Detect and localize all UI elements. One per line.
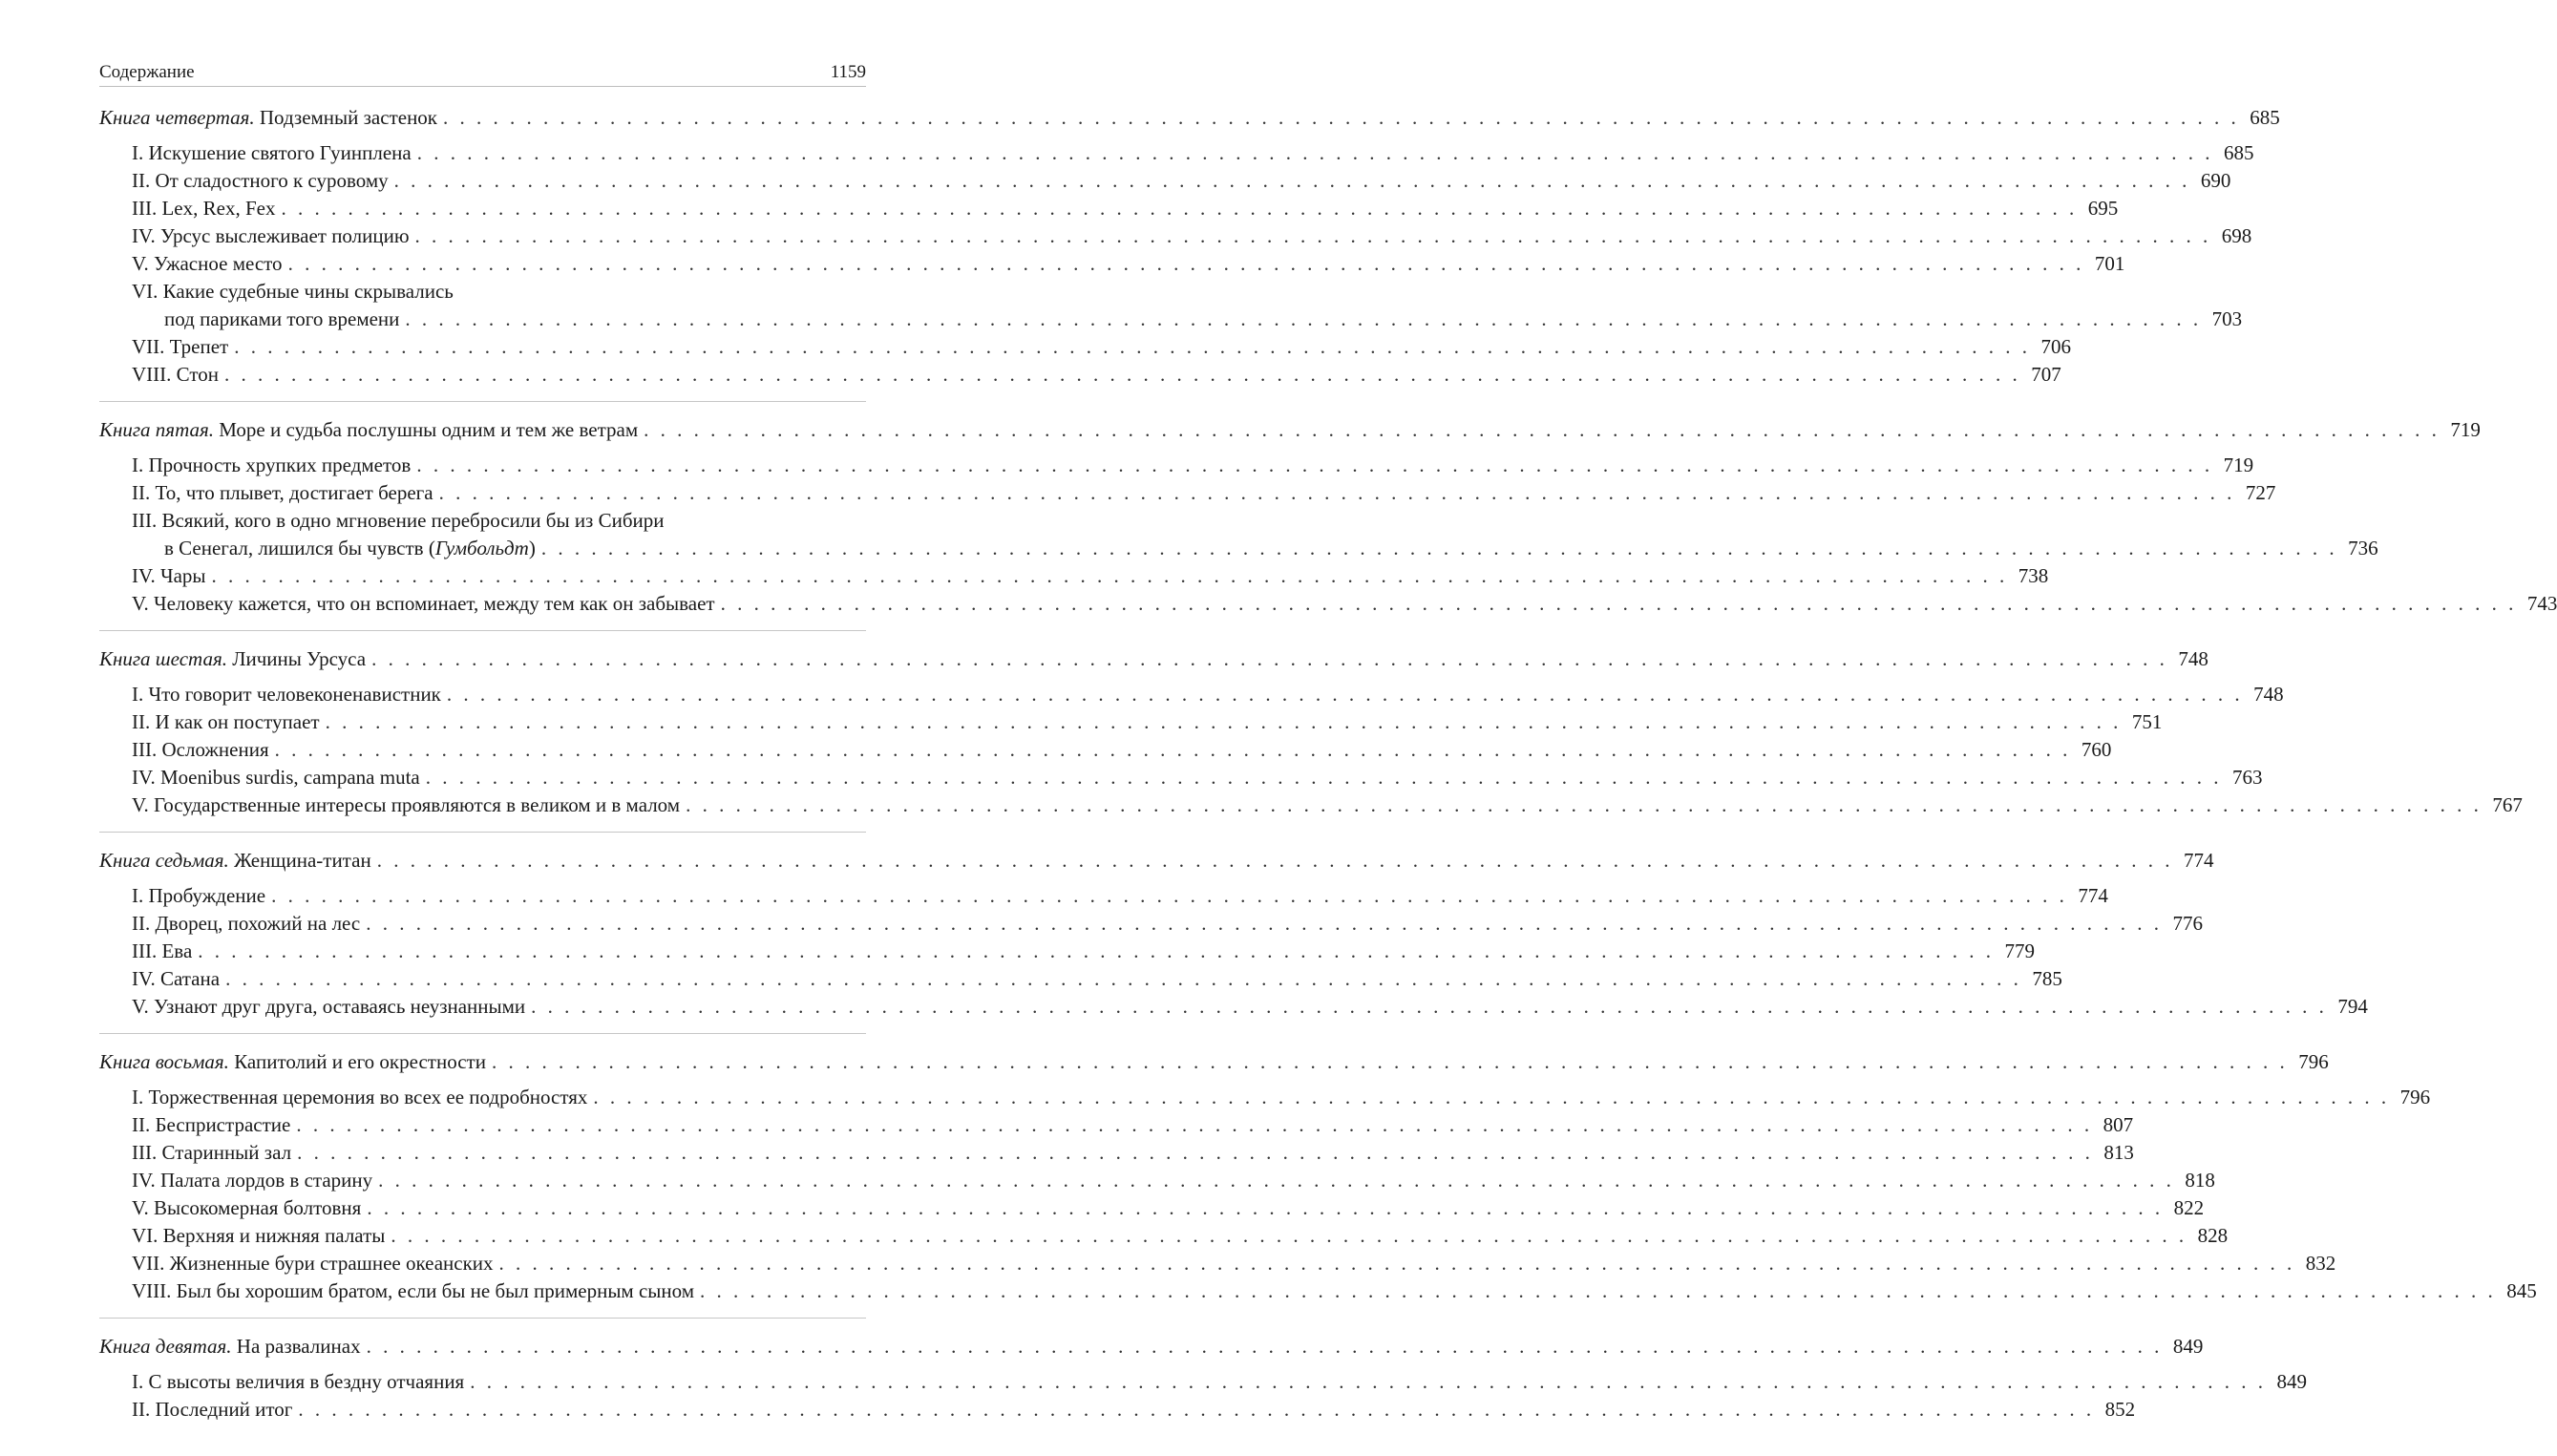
toc-chapter-title: II. То, что плывет, достигает берега — [132, 481, 433, 504]
section-divider — [99, 832, 866, 833]
toc-book-title-text: Море и судьба послушны одним и тем же ветрам — [219, 418, 639, 441]
toc-chapter-title: VII. Трепет — [132, 335, 229, 358]
toc-chapter-entry[interactable] — [99, 562, 2049, 590]
toc-chapter-title: I. Что говорит человеконенавистник — [132, 683, 441, 706]
dot-leader — [494, 1250, 2298, 1277]
toc-page-number: 685 — [2223, 141, 2254, 164]
toc-book-heading[interactable] — [99, 104, 2280, 132]
toc-chapter-title: I. Пробуждение — [132, 884, 266, 907]
toc-chapter-title-continuation — [164, 306, 399, 333]
toc-book-title — [99, 104, 437, 132]
toc-book-title-text: На развалинах — [236, 1335, 361, 1358]
toc-book-section — [99, 645, 2523, 819]
dot-leader — [275, 195, 2080, 222]
toc-page-number: 776 — [2172, 912, 2203, 935]
toc-page-number: 852 — [2104, 1398, 2136, 1421]
dot-leader — [269, 736, 2074, 764]
dot-leader — [361, 1333, 2166, 1361]
dot-leader — [399, 306, 2204, 333]
running-head — [99, 59, 866, 87]
toc-page-number: 794 — [2337, 995, 2368, 1018]
dot-leader — [410, 222, 2214, 250]
toc-chapter-title: II. И как он поступает — [132, 710, 320, 733]
dot-leader — [441, 681, 2246, 708]
toc-chapter-entry[interactable] — [99, 791, 2523, 819]
toc-page-number: 727 — [2245, 481, 2276, 504]
toc-page-number: 779 — [2004, 939, 2036, 962]
dot-leader — [206, 562, 2011, 590]
continuation-italic-text: Гумбольдт — [434, 537, 529, 559]
dot-leader — [680, 791, 2484, 819]
toc-chapter-entry[interactable] — [99, 708, 2163, 736]
toc-chapter-entry[interactable] — [99, 910, 2203, 938]
toc-chapter-entry[interactable] — [99, 1277, 2537, 1305]
toc-chapter-entry[interactable] — [99, 993, 2368, 1021]
toc-book-heading[interactable] — [99, 645, 2208, 673]
toc-chapter-entry[interactable] — [99, 452, 2254, 479]
toc-chapter-entry[interactable] — [99, 195, 2119, 222]
toc-chapter-entry-continuation[interactable] — [99, 306, 2243, 333]
toc-page-number: 698 — [2221, 224, 2252, 247]
dot-leader — [411, 452, 2215, 479]
toc-page-number: 818 — [2185, 1169, 2215, 1192]
toc-list — [99, 104, 2557, 1424]
toc-chapter-title: III. Ева — [132, 939, 193, 962]
toc-chapter-title: III. Осложнения — [132, 738, 269, 761]
section-divider — [99, 630, 866, 631]
section-divider — [99, 1318, 866, 1319]
toc-page-number: 763 — [2231, 766, 2263, 789]
dot-leader — [694, 1277, 2499, 1305]
dot-leader — [385, 1222, 2189, 1250]
toc-chapter-title: VI. Какие судебные чины скрывались — [132, 280, 454, 303]
dot-leader — [464, 1368, 2269, 1396]
toc-book-label: Книга восьмая. — [99, 1050, 229, 1073]
toc-book-section — [99, 104, 2280, 389]
toc-page-number: 774 — [2183, 849, 2214, 872]
dot-leader — [361, 1194, 2166, 1222]
toc-page-number: 703 — [2211, 307, 2243, 330]
toc-page-number: 807 — [2103, 1113, 2134, 1136]
toc-chapter-entry[interactable] — [99, 882, 2108, 910]
dot-leader — [536, 535, 2340, 562]
toc-page-number: 796 — [2298, 1050, 2329, 1073]
toc-book-title-text: Подземный застенок — [259, 106, 438, 129]
toc-page — [99, 59, 2557, 1436]
toc-page-number: 767 — [2492, 793, 2523, 816]
dot-leader — [420, 764, 2225, 791]
dot-leader — [192, 938, 1997, 965]
toc-chapter-entry[interactable] — [99, 333, 2071, 361]
toc-chapter-title: V. Узнают друг друга, оставаясь неузнанными — [132, 995, 526, 1018]
toc-book-title — [99, 1048, 486, 1076]
toc-book-label: Книга девятая. — [99, 1335, 232, 1358]
toc-chapter-title: V. Ужасное место — [132, 252, 283, 275]
toc-chapter-entry[interactable] — [99, 938, 2036, 965]
toc-page-number: 736 — [2348, 537, 2378, 559]
toc-book-title-text: Женщина-титан — [234, 849, 371, 872]
toc-page-number: 685 — [2250, 106, 2280, 129]
dot-leader — [525, 993, 2330, 1021]
dot-leader — [371, 847, 2176, 875]
running-head-page-number: 1159 — [830, 62, 866, 82]
toc-chapter-entry[interactable] — [99, 479, 2276, 507]
toc-page-number: 695 — [2087, 197, 2119, 220]
toc-book-heading[interactable] — [99, 416, 2481, 444]
toc-chapter-title: V. Государственные интересы проявляются в великом и в малом — [132, 793, 681, 816]
toc-page-number: 828 — [2197, 1224, 2229, 1247]
toc-chapter-title: VIII. Был бы хорошим братом, если бы не был примерным сыном — [132, 1279, 695, 1302]
dot-leader — [437, 104, 2242, 132]
toc-chapter-entry[interactable] — [99, 736, 2112, 764]
toc-book-section — [99, 1333, 2307, 1424]
dot-leader — [389, 167, 2193, 195]
toc-page-number: 706 — [2040, 335, 2071, 358]
toc-chapter-entry[interactable] — [99, 1167, 2215, 1194]
toc-page-number: 701 — [2094, 252, 2125, 275]
toc-page-number: 845 — [2506, 1279, 2537, 1302]
dot-leader — [587, 1084, 2392, 1111]
toc-page-number: 690 — [2200, 169, 2231, 192]
continuation-text: в Сенегал, лишился бы чувств — [164, 537, 424, 559]
dot-leader — [220, 965, 2024, 993]
toc-book-label: Книга шестая. — [99, 647, 227, 670]
toc-book-title-text: Личины Урсуса — [232, 647, 367, 670]
toc-chapter-title: III. Старинный зал — [132, 1141, 292, 1164]
toc-chapter-title: I. Искушение святого Гуинплена — [132, 141, 412, 164]
toc-chapter-title: IV. Moenibus surdis, campana muta — [132, 766, 420, 789]
toc-book-title — [99, 1333, 361, 1361]
toc-chapter-title: IV. Сатана — [132, 967, 221, 990]
toc-chapter-title: IV. Чары — [132, 564, 206, 587]
toc-chapter-title: VI. Верхняя и нижняя палаты — [132, 1224, 386, 1247]
toc-book-label: Книга седьмая. — [99, 849, 229, 872]
toc-chapter-entry[interactable] — [99, 222, 2252, 250]
continuation-text: под париками того времени — [164, 307, 400, 330]
toc-chapter-entry[interactable] — [99, 1111, 2134, 1139]
section-divider — [99, 401, 866, 402]
toc-chapter-entry[interactable] — [99, 1250, 2336, 1277]
toc-page-number: 707 — [2031, 363, 2061, 386]
toc-book-heading[interactable] — [99, 847, 2214, 875]
toc-chapter-entry[interactable] — [99, 1139, 2134, 1167]
toc-chapter-entry[interactable] — [99, 764, 2263, 791]
toc-book-label: Книга пятая. — [99, 418, 215, 441]
toc-chapter-title: III. Всякий, кого в одно мгновение перебросили бы из Сибири — [132, 509, 665, 532]
toc-book-section — [99, 416, 2557, 618]
toc-page-number: 849 — [2276, 1370, 2307, 1393]
dot-leader — [320, 708, 2124, 736]
toc-chapter-entry[interactable] — [99, 167, 2231, 195]
toc-page-number: 832 — [2305, 1252, 2336, 1275]
toc-page-number: 822 — [2173, 1196, 2205, 1219]
toc-page-number: 738 — [2018, 564, 2049, 587]
toc-chapter-title: I. С высоты величия в бездну отчаяния — [132, 1370, 465, 1393]
toc-book-title — [99, 847, 371, 875]
toc-book-section — [99, 847, 2368, 1021]
toc-page-number: 849 — [2172, 1335, 2204, 1358]
dot-leader — [366, 645, 2170, 673]
toc-book-section — [99, 1048, 2537, 1305]
toc-chapter-title: I. Прочность хрупких предметов — [132, 454, 412, 476]
toc-chapter-entry[interactable] — [99, 1084, 2431, 1111]
dot-leader — [433, 479, 2238, 507]
toc-chapter-title-continuation: в Сенегал, лишился бы чувств (Гумбольдт) — [164, 537, 536, 559]
toc-book-title — [99, 416, 638, 444]
toc-page-number: 751 — [2131, 710, 2163, 733]
toc-chapter-entry[interactable] — [99, 1368, 2307, 1396]
toc-page-number: 719 — [2223, 454, 2254, 476]
toc-page-number: 743 — [2526, 592, 2557, 615]
dot-leader — [486, 1048, 2291, 1076]
toc-chapter-entry[interactable] — [99, 250, 2125, 278]
toc-chapter-entry[interactable] — [99, 361, 2061, 389]
toc-chapter-title: II. Беспристрастие — [132, 1113, 291, 1136]
dot-leader — [291, 1139, 2096, 1167]
toc-book-heading[interactable] — [99, 1333, 2204, 1361]
toc-chapter-title: III. Lex, Rex, Fex — [132, 197, 276, 220]
toc-chapter-entry[interactable] — [99, 507, 866, 535]
toc-chapter-title: V. Человеку кажется, что он вспоминает, между тем как он забывает — [132, 592, 715, 615]
dot-leader — [228, 333, 2033, 361]
toc-chapter-title: IV. Палата лордов в старину — [132, 1169, 373, 1192]
toc-chapter-entry-continuation[interactable] — [99, 535, 2378, 562]
toc-chapter-entry[interactable] — [99, 681, 2284, 708]
toc-book-title-text: Капитолий и его окрестности — [234, 1050, 486, 1073]
toc-page-number: 774 — [2078, 884, 2108, 907]
toc-chapter-entry[interactable] — [99, 278, 866, 306]
toc-page-number: 813 — [2103, 1141, 2134, 1164]
toc-chapter-entry[interactable] — [99, 965, 2062, 993]
toc-page-number: 796 — [2399, 1086, 2431, 1108]
toc-chapter-entry[interactable] — [99, 139, 2254, 167]
running-head-title: Содержание — [99, 62, 195, 82]
dot-leader — [265, 882, 2070, 910]
dot-leader — [290, 1111, 2095, 1139]
toc-chapter-title: II. Дворец, похожий на лес — [132, 912, 361, 935]
toc-book-title — [99, 645, 366, 673]
dot-leader — [638, 416, 2442, 444]
toc-chapter-title: VIII. Стон — [132, 363, 220, 386]
toc-chapter-entry[interactable] — [99, 1222, 2229, 1250]
toc-book-heading[interactable] — [99, 1048, 2329, 1076]
toc-chapter-title: IV. Урсус выслеживает полицию — [132, 224, 410, 247]
toc-page-number: 748 — [2253, 683, 2284, 706]
dot-leader — [283, 250, 2087, 278]
toc-page-number: 785 — [2032, 967, 2062, 990]
dot-leader — [219, 361, 2023, 389]
toc-page-number: 748 — [2178, 647, 2208, 670]
toc-page-number: 760 — [2081, 738, 2112, 761]
toc-chapter-entry[interactable] — [99, 1194, 2205, 1222]
toc-chapter-title: V. Высокомерная болтовня — [132, 1196, 362, 1219]
section-divider — [99, 1033, 866, 1034]
toc-chapter-entry[interactable] — [99, 1396, 2136, 1424]
toc-chapter-entry[interactable] — [99, 590, 2557, 618]
dot-leader — [412, 139, 2216, 167]
dot-leader — [292, 1396, 2097, 1424]
toc-chapter-title: I. Торжественная церемония во всех ее подробностях — [132, 1086, 588, 1108]
dot-leader — [372, 1167, 2177, 1194]
toc-book-label: Книга четвертая. — [99, 106, 255, 129]
toc-chapter-title: II. Последний итог — [132, 1398, 293, 1421]
dot-leader — [360, 910, 2165, 938]
toc-chapter-title: VII. Жизненные бури страшнее океанских — [132, 1252, 494, 1275]
toc-chapter-title: II. От сладостного к суровому — [132, 169, 389, 192]
toc-page-number: 719 — [2450, 418, 2481, 441]
dot-leader — [715, 590, 2520, 618]
